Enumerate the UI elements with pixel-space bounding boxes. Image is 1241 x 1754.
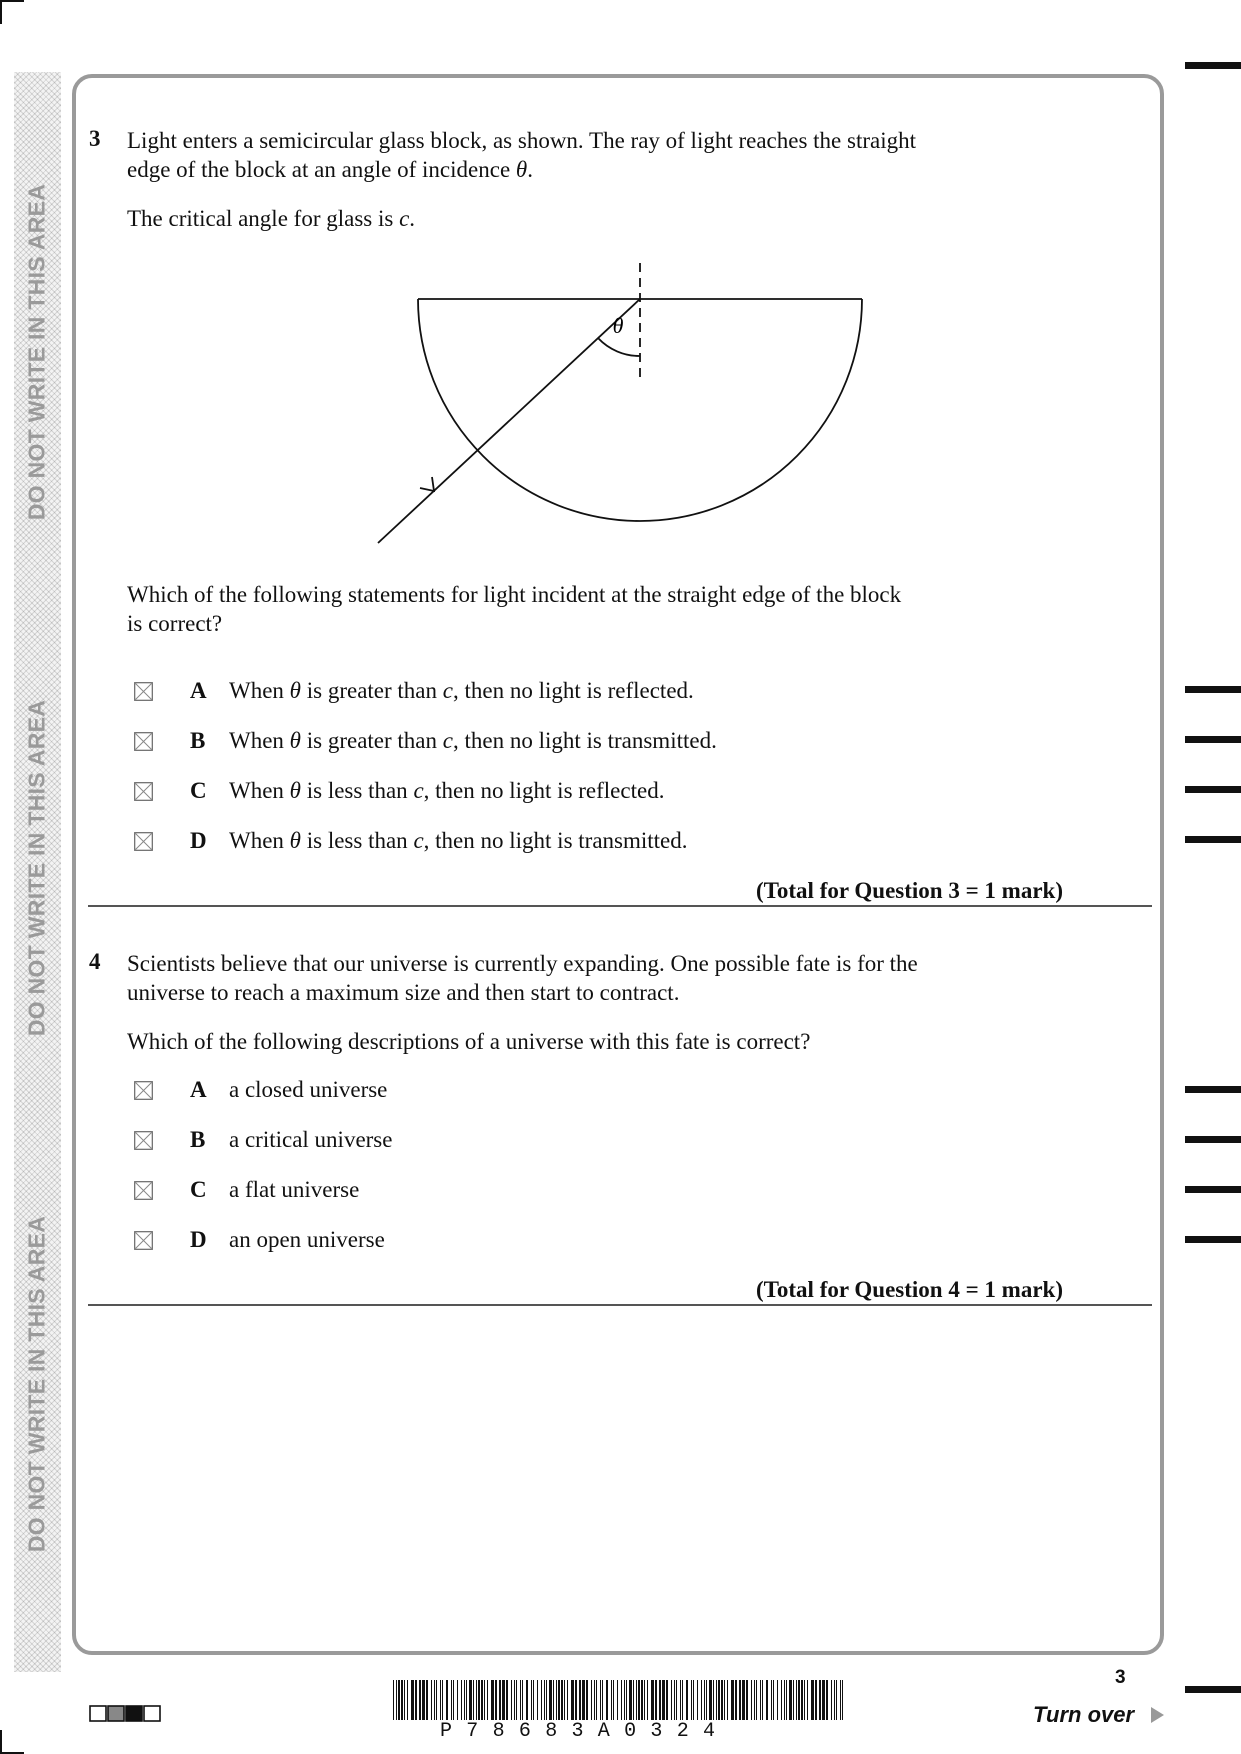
barcode-bar [594,1680,595,1720]
barcode-bar [476,1680,477,1720]
question-3-prompt [127,580,901,638]
barcode-bar [533,1680,534,1720]
option-text: a critical universe [229,1127,393,1152]
barcode-bar [617,1680,618,1720]
barcode-bar [411,1680,414,1720]
barcode-text: P78683A0324 [440,1720,730,1743]
checkbox-icon[interactable] [134,682,153,701]
option-letter: B [190,728,206,753]
barcode-bar [544,1680,545,1720]
barcode-bar [466,1680,467,1720]
ray-arrowhead [420,477,434,491]
barcode-bar [531,1680,532,1720]
timing-mark [1185,736,1241,743]
barcode-bar [478,1680,480,1720]
barcode [393,1680,845,1720]
barcode-bar [716,1680,717,1720]
barcode-bar [436,1680,437,1720]
barcode-bar [522,1680,523,1720]
question-3-stem-line2: edge of the block at an angle of incidence θ. [127,157,533,182]
barcode-bar [662,1680,665,1720]
barcode-bar [611,1680,612,1720]
question-3-stem-line1: Light enters a semicircular glass block, as shown. The ray of light reaches the straight [127,128,917,153]
barcode-bar [487,1680,488,1720]
barcode-bar [575,1680,577,1720]
barcode-bar [440,1680,441,1720]
light-ray [378,299,640,543]
barcode-bar [655,1680,657,1720]
question-divider [88,1304,1152,1306]
barcode-bar [731,1680,734,1720]
timing-mark [1185,62,1241,69]
barcode-bar [511,1680,512,1720]
barcode-bar [718,1680,720,1720]
barcode-bar [796,1680,797,1720]
barcode-bar [553,1680,554,1720]
question-3-total: (Total for Question 3 = 1 mark) [756,878,1063,903]
barcode-bar [629,1680,632,1720]
barcode-bar [596,1680,597,1720]
barcode-bar [407,1680,408,1720]
barcode-bar [626,1680,627,1720]
barcode-bar [751,1680,752,1720]
barcode-bar [704,1680,705,1720]
barcode-bar [659,1680,661,1720]
barcode-bar [686,1680,688,1720]
option-letter: A [190,678,207,703]
barcode-bar [682,1680,683,1720]
barcode-bar [777,1680,778,1720]
question-4-number: 4 [89,949,101,974]
barcode-bar [451,1680,452,1720]
barcode-bar [431,1680,432,1720]
page-id-squares [89,1705,163,1723]
barcode-bar [641,1680,643,1720]
checkbox-icon[interactable] [134,732,153,751]
barcode-bar [541,1680,542,1720]
barcode-bar [842,1680,843,1720]
barcode-bar [666,1680,668,1720]
option-text: a flat universe [229,1177,360,1202]
barcode-bar [724,1680,725,1720]
barcode-bar [442,1680,443,1720]
barcode-bar [762,1680,763,1720]
barcode-bar [624,1680,625,1720]
block-curved-edge [418,299,862,521]
barcode-bar [495,1680,497,1720]
turn-over-label: Turn over [1033,1702,1135,1727]
barcode-bar [404,1680,405,1720]
barcode-bar [426,1680,428,1720]
barcode-bar [499,1680,501,1720]
barcode-bar [798,1680,800,1720]
barcode-bar [676,1680,677,1720]
checkbox-icon[interactable] [134,1081,153,1100]
crop-mark [0,0,24,2]
barcode-bar [709,1680,712,1720]
crop-mark [0,0,2,24]
option-text: a closed universe [229,1077,388,1102]
barcode-bar [564,1680,565,1720]
checkbox-icon[interactable] [134,1131,153,1150]
option-letter: D [190,828,207,853]
question-3-prompt-line2: is correct? [127,611,223,636]
barcode-bar [754,1680,755,1720]
question-4-stem-line2: universe to reach a maximum size and then start to contract. [127,980,680,1005]
semicircle-glass-block-diagram [370,255,870,555]
barcode-bar [464,1680,465,1720]
question-3-prompt-line1: Which of the following statements for light incident at the straight edge of the block [127,582,902,607]
timing-mark [1185,836,1241,843]
barcode-bar [526,1680,528,1720]
barcode-bar [773,1680,774,1720]
barcode-bar [491,1680,494,1720]
barcode-bar [453,1680,454,1720]
barcode-bar [638,1680,640,1720]
barcode-bar [784,1680,785,1720]
barcode-bar [756,1680,757,1720]
barcode-bar [671,1680,672,1720]
barcode-bar [516,1680,517,1720]
barcode-bar [819,1680,821,1720]
barcode-bar [506,1680,508,1720]
checkbox-icon[interactable] [134,1181,153,1200]
barcode-bar [771,1680,772,1720]
option-text: an open universe [229,1227,385,1252]
barcode-bar [680,1680,681,1720]
barcode-bar [602,1680,603,1720]
barcode-bar [537,1680,538,1720]
barcode-bar [636,1680,637,1720]
barcode-bar [804,1680,805,1720]
barcode-bar [693,1680,694,1720]
barcode-bar [801,1680,803,1720]
barcode-bar [461,1680,462,1720]
option-text: When θ is less than c, then no light is reflected. [229,778,665,803]
option-text: When θ is greater than c, then no light is transmitted. [229,728,717,753]
barcode-bar [691,1680,692,1720]
barcode-bar [786,1680,787,1720]
barcode-bar [793,1680,794,1720]
barcode-bar [735,1680,737,1720]
option-letter: A [190,1077,207,1102]
crop-mark [0,1730,2,1754]
barcode-bar [789,1680,792,1720]
barcode-bar [469,1680,472,1720]
barcode-bar [586,1680,588,1720]
barcode-bar [502,1680,505,1720]
barcode-bar [822,1680,825,1720]
question-3-critical-angle: The critical angle for glass is c. [127,206,416,231]
barcode-bar [621,1680,622,1720]
barcode-bar [781,1680,782,1720]
barcode-bar [401,1680,403,1720]
barcode-bar [600,1680,601,1720]
barcode-bar [434,1680,435,1720]
question-4-stem [127,949,918,1007]
barcode-bar [826,1680,828,1720]
barcode-bar [651,1680,654,1720]
barcode-bar [591,1680,592,1720]
barcode-bar [415,1680,417,1720]
barcode-bar [831,1680,832,1720]
timing-mark [1185,1686,1241,1693]
option-letter: C [190,1177,207,1202]
barcode-bar [556,1680,557,1720]
option-letter: B [190,1127,206,1152]
barcode-bar [393,1680,394,1720]
barcode-bar [807,1680,808,1720]
barcode-bar [815,1680,817,1720]
question-divider [88,905,1152,907]
barcode-bar [766,1680,768,1720]
barcode-bar [613,1680,614,1720]
option-text: When θ is greater than c, then no light is reflected. [229,678,694,703]
timing-mark [1185,1186,1241,1193]
timing-mark [1185,1136,1241,1143]
barcode-bar [746,1680,748,1720]
barcode-bar [396,1680,397,1720]
barcode-bar [760,1680,761,1720]
timing-mark [1185,786,1241,793]
barcode-bar [571,1680,574,1720]
option-letter: C [190,778,207,803]
barcode-bar [582,1680,585,1720]
barcode-bar [514,1680,515,1720]
barcode-bar [721,1680,723,1720]
barcode-bar [561,1680,563,1720]
barcode-bar [481,1680,483,1720]
barcode-bar [546,1680,547,1720]
barcode-bar [633,1680,634,1720]
timing-mark [1185,1086,1241,1093]
question-4-prompt: Which of the following descriptions of a universe with this fate is correct? [127,1029,811,1054]
barcode-bar [419,1680,421,1720]
timing-mark [1185,686,1241,693]
option-letter: D [190,1227,207,1252]
barcode-bar [739,1680,741,1720]
option-text: When θ is less than c, then no light is transmitted. [229,828,688,853]
barcode-bar [647,1680,648,1720]
angle-arc [598,338,640,356]
margin-warning-middle: DO NOT WRITE IN THIS AREA [23,699,50,1037]
barcode-bar [579,1680,581,1720]
barcode-bar [457,1680,458,1720]
barcode-bar [840,1680,841,1720]
barcode-bar [398,1680,400,1720]
page-number: 3 [1115,1667,1126,1688]
checkbox-icon[interactable] [134,782,153,801]
question-4-total: (Total for Question 4 = 1 mark) [756,1277,1063,1302]
checkbox-icon[interactable] [134,832,153,851]
barcode-bar [706,1680,707,1720]
margin-warning-top: DO NOT WRITE IN THIS AREA [23,183,50,521]
barcode-bar [558,1680,560,1720]
barcode-bar [713,1680,714,1720]
barcode-bar [834,1680,835,1720]
margin-warning-bottom: DO NOT WRITE IN THIS AREA [23,1215,50,1553]
barcode-bar [727,1680,728,1720]
barcode-bar [446,1680,448,1720]
barcode-bar [674,1680,675,1720]
barcode-bar [520,1680,521,1720]
barcode-bar [484,1680,485,1720]
barcode-bar [836,1680,837,1720]
barcode-bar [701,1680,702,1720]
question-3-stem [127,126,916,184]
checkbox-icon[interactable] [134,1231,153,1250]
timing-mark [1185,1236,1241,1243]
barcode-bar [606,1680,608,1720]
question-3-number: 3 [89,126,101,151]
barcode-bar [644,1680,645,1720]
theta-label: θ [612,313,624,338]
question-4-stem-line1: Scientists believe that our universe is currently expanding. One possible fate is for the [127,951,918,976]
barcode-bar [697,1680,698,1720]
barcode-bar [742,1680,745,1720]
barcode-bar [422,1680,425,1720]
turn-over-arrow-icon [1151,1707,1164,1723]
barcode-bar [473,1680,474,1720]
barcode-bar [549,1680,552,1720]
barcode-bar [811,1680,814,1720]
barcode-bar [567,1680,568,1720]
